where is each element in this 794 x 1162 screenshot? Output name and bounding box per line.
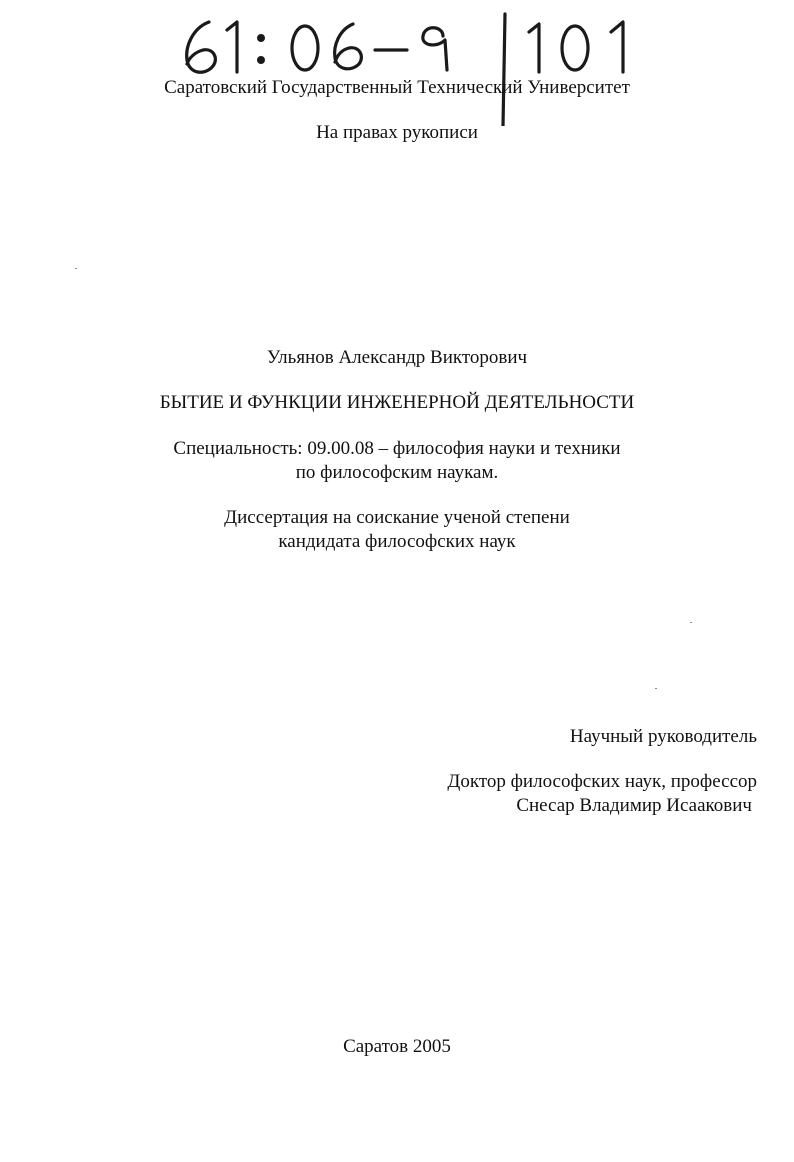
- city-year: Саратов 2005: [343, 1036, 451, 1057]
- degree-line-1: Диссертация на соискание ученой степени: [224, 507, 570, 528]
- degree-line-2: кандидата философских наук: [278, 531, 516, 552]
- dissertation-title: БЫТИЕ И ФУНКЦИИ ИНЖЕНЕРНОЙ ДЕЯТЕЛЬНОСТИ: [159, 392, 635, 413]
- supervisor-name: Снесар Владимир Исаакович: [516, 795, 752, 816]
- handwritten-archive-number: [175, 8, 655, 126]
- manuscript-rights-note: На правах рукописи: [316, 122, 478, 143]
- university-name: Саратовский Государственный Технический Университет: [164, 77, 630, 98]
- specialty-line-1: Специальность: 09.00.08 – философия науки и техники: [173, 438, 621, 459]
- supervisor-degree: Доктор философских наук, профессор: [447, 771, 757, 792]
- scan-speck: [75, 268, 77, 269]
- scan-speck: [655, 688, 657, 689]
- supervisor-label: Научный руководитель: [569, 726, 757, 747]
- specialty-line-2: по философским наукам.: [295, 462, 499, 483]
- author-name: Ульянов Александр Викторович: [266, 347, 528, 368]
- scan-speck: [690, 622, 692, 623]
